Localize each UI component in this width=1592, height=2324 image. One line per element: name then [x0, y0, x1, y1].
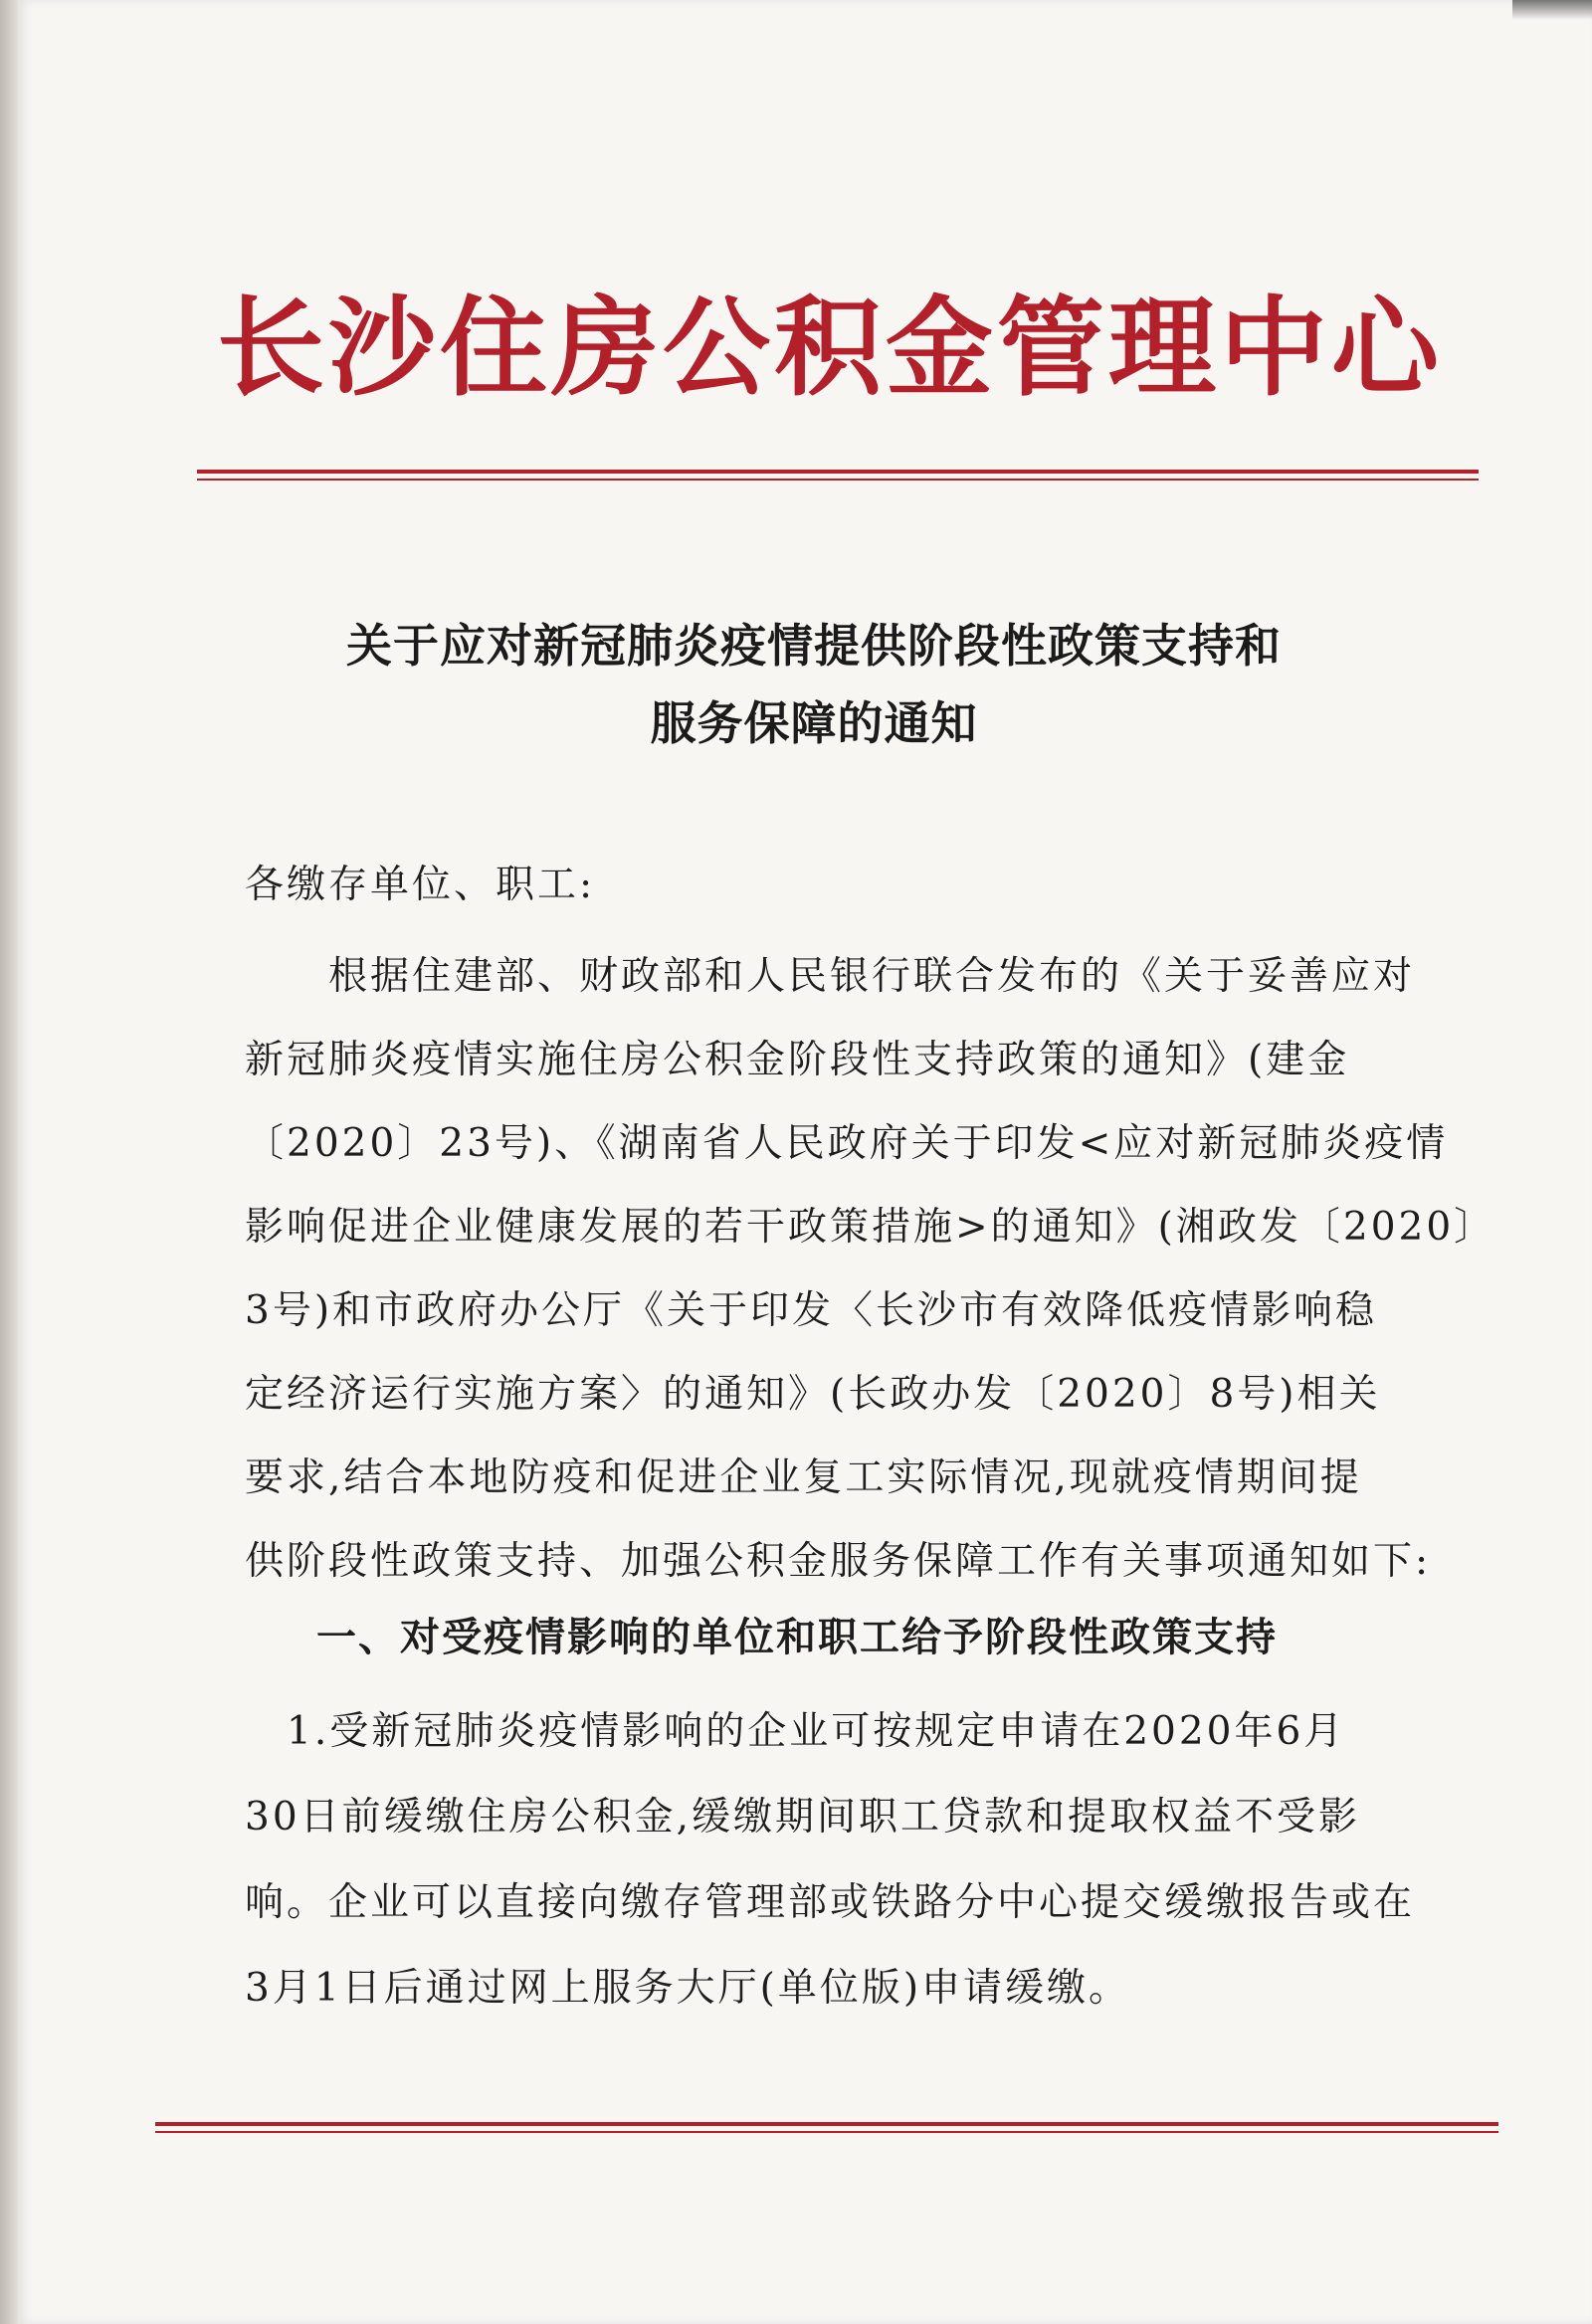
paragraph-line: 供阶段性政策支持、加强公积金服务保障工作有关事项通知如下: [245, 1539, 1432, 1584]
paragraph-line: 要求,结合本地防疫和促进企业复工实际情况,现就疫情期间提 [245, 1455, 1362, 1500]
footer-rule-thin [155, 2131, 1498, 2133]
notice-title [167, 607, 1461, 762]
salutation: 各缴存单位、职工: [245, 863, 596, 907]
paragraph-line: 根据住建部、财政部和人民银行联合发布的《关于妥善应对 [245, 954, 1416, 999]
header-rule-thin [197, 479, 1479, 481]
item-line: 1.受新冠肺炎疫情影响的企业可按规定申请在2020年6月 [245, 1709, 1346, 1754]
header-rule-thick [197, 470, 1479, 474]
page-edge-shadow [0, 0, 18, 2324]
paragraph-line: 3号)和市政府办公厅《关于印发〈长沙市有效降低疫情影响稳 [245, 1288, 1378, 1333]
organization-header: 长沙住房公积金管理中心 [217, 286, 1444, 411]
section-heading-1: 一、对受疫情影响的单位和职工给予阶段性政策支持 [316, 1615, 1278, 1660]
paragraph-line: 新冠肺炎疫情实施住房公积金阶段性支持政策的通知》(建金 [245, 1038, 1350, 1082]
footer-rule-thick [155, 2122, 1498, 2126]
paragraph-line: 〔2020〕23号)、《湖南省人民政府关于印发<应对新冠肺炎疫情 [245, 1121, 1449, 1166]
item-line: 30日前缓缴住房公积金,缓缴期间职工贷款和提取权益不受影 [245, 1795, 1361, 1840]
notice-title-line-1: 关于应对新冠肺炎疫情提供阶段性政策支持和 [346, 619, 1282, 673]
paragraph-line: 影响促进企业健康发展的若干政策措施>的通知》(湘政发〔2020〕 [245, 1205, 1496, 1250]
body-paragraph [245, 935, 1496, 1604]
notice-title-line-2: 服务保障的通知 [650, 696, 978, 750]
item-line: 响。企业可以直接向缴存管理部或铁路分中心提交缓缴报告或在 [245, 1880, 1416, 1925]
document-page [18, 0, 1592, 2324]
item-line: 3月1日后通过网上服务大厅(单位版)申请缓缴。 [245, 1966, 1131, 2011]
item-1 [245, 1689, 1439, 2032]
paragraph-line: 定经济运行实施方案〉的通知》(长政办发〔2020〕8号)相关 [245, 1372, 1381, 1417]
corner-shadow [1512, 0, 1592, 20]
